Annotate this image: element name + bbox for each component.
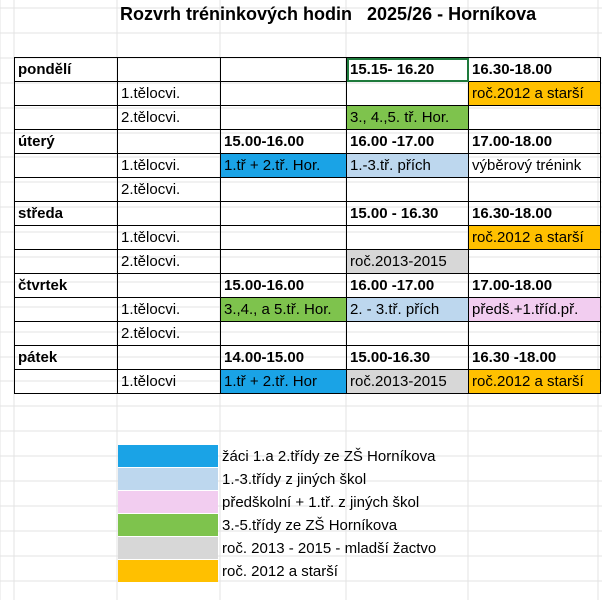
- table-cell[interactable]: roč.2013-2015: [347, 370, 469, 394]
- legend-label: roč. 2012 a starší: [222, 563, 338, 580]
- table-cell[interactable]: [221, 226, 347, 250]
- table-cell[interactable]: pátek: [15, 346, 118, 370]
- table-cell[interactable]: [221, 178, 347, 202]
- table-row: [15, 202, 601, 226]
- table-cell[interactable]: [469, 106, 601, 130]
- table-row: [15, 82, 601, 106]
- table-cell[interactable]: [469, 250, 601, 274]
- table-cell[interactable]: pondělí: [15, 58, 118, 82]
- table-cell[interactable]: 14.00-15.00: [221, 346, 347, 370]
- table-cell[interactable]: 15.00-16.30: [347, 346, 469, 370]
- table-cell[interactable]: [15, 178, 118, 202]
- table-cell[interactable]: roč.2012 a starší: [469, 226, 601, 250]
- table-cell[interactable]: 1.-3.tř. přích: [347, 154, 469, 178]
- table-cell[interactable]: [15, 250, 118, 274]
- table-row: [15, 178, 601, 202]
- legend-label: 1.-3.třídy z jiných škol: [222, 471, 367, 488]
- legend-label: žáci 1.a 2.třídy ze ZŠ Horníkova: [222, 448, 436, 465]
- table-cell[interactable]: [15, 298, 118, 322]
- table-cell[interactable]: roč.2012 a starší: [469, 82, 601, 106]
- legend-swatch: [118, 491, 218, 514]
- table-cell[interactable]: 2.tělocvi.: [118, 322, 221, 346]
- table-cell[interactable]: [118, 346, 221, 370]
- table-cell[interactable]: 15.00-16.00: [221, 274, 347, 298]
- table-cell[interactable]: roč.2013-2015: [347, 250, 469, 274]
- legend-label: roč. 2013 - 2015 - mladší žactvo: [222, 540, 437, 557]
- table-row: [15, 250, 601, 274]
- table-row: [15, 370, 601, 394]
- table-cell[interactable]: [347, 82, 469, 106]
- legend-item: [118, 537, 436, 560]
- table-cell[interactable]: čtvrtek: [15, 274, 118, 298]
- table-cell[interactable]: [469, 322, 601, 346]
- table-cell[interactable]: [118, 130, 221, 154]
- table-cell[interactable]: [221, 82, 347, 106]
- color-legend: [118, 445, 436, 583]
- table-cell[interactable]: 15.00 - 16.30: [347, 202, 469, 226]
- legend-label: 3.-5.třídy ze ZŠ Horníkova: [222, 517, 398, 534]
- table-cell[interactable]: [15, 154, 118, 178]
- table-cell[interactable]: [221, 202, 347, 226]
- table-cell[interactable]: 16.00 -17.00: [347, 274, 469, 298]
- table-cell[interactable]: 1.tř + 2.tř. Hor.: [221, 154, 347, 178]
- table-cell[interactable]: [469, 178, 601, 202]
- table-cell[interactable]: [221, 58, 347, 82]
- table-cell[interactable]: [347, 322, 469, 346]
- table-row: [15, 322, 601, 346]
- table-cell[interactable]: 16.00 -17.00: [347, 130, 469, 154]
- legend-swatch: [118, 445, 218, 468]
- table-cell[interactable]: 1.tř + 2.tř. Hor: [221, 370, 347, 394]
- table-row: [15, 226, 601, 250]
- table-cell[interactable]: 16.30 -18.00: [469, 346, 601, 370]
- table-cell[interactable]: [221, 250, 347, 274]
- table-cell[interactable]: [15, 226, 118, 250]
- table-cell[interactable]: 3., 4.,5. tř. Hor.: [347, 106, 469, 130]
- table-row: [15, 274, 601, 298]
- table-row: [15, 58, 601, 82]
- table-cell[interactable]: středa: [15, 202, 118, 226]
- table-cell[interactable]: 15.15- 16.20: [347, 58, 469, 82]
- legend-item: [118, 560, 436, 583]
- table-cell[interactable]: 2.tělocvi.: [118, 106, 221, 130]
- table-cell[interactable]: 17.00-18.00: [469, 274, 601, 298]
- table-cell[interactable]: roč.2012 a starší: [469, 370, 601, 394]
- table-cell[interactable]: 1.tělocvi: [118, 370, 221, 394]
- legend-item: [118, 491, 436, 514]
- legend-label: předškolní + 1.tř. z jiných škol: [222, 494, 420, 511]
- table-cell[interactable]: [118, 274, 221, 298]
- table-cell[interactable]: [221, 106, 347, 130]
- table-cell[interactable]: 16.30-18.00: [469, 202, 601, 226]
- table-cell[interactable]: výběrový trénink: [469, 154, 601, 178]
- table-cell[interactable]: [15, 322, 118, 346]
- table-row: [15, 106, 601, 130]
- table-cell[interactable]: [118, 58, 221, 82]
- page-title: Rozvrh tréninkových hodin 2025/26 - Horníkova: [120, 4, 537, 24]
- table-cell[interactable]: 17.00-18.00: [469, 130, 601, 154]
- legend-swatch: [118, 560, 218, 583]
- table-cell[interactable]: úterý: [15, 130, 118, 154]
- table-cell[interactable]: [118, 202, 221, 226]
- table-cell[interactable]: 2.tělocvi.: [118, 178, 221, 202]
- table-cell[interactable]: 15.00-16.00: [221, 130, 347, 154]
- legend-swatch: [118, 537, 218, 560]
- table-cell[interactable]: 1.tělocvi.: [118, 226, 221, 250]
- legend-item: [118, 445, 436, 468]
- table-cell[interactable]: 2. - 3.tř. přích: [347, 298, 469, 322]
- table-row: [15, 130, 601, 154]
- table-row: [15, 346, 601, 370]
- table-cell[interactable]: 3.,4., a 5.tř. Hor.: [221, 298, 347, 322]
- legend-swatch: [118, 468, 218, 491]
- table-cell[interactable]: [15, 106, 118, 130]
- table-cell[interactable]: [347, 178, 469, 202]
- table-row: [15, 298, 601, 322]
- table-cell[interactable]: 1.tělocvi.: [118, 82, 221, 106]
- legend-item: [118, 514, 436, 537]
- table-cell[interactable]: 1.tělocvi.: [118, 298, 221, 322]
- table-cell[interactable]: [347, 226, 469, 250]
- table-cell[interactable]: 2.tělocvi.: [118, 250, 221, 274]
- legend-swatch: [118, 514, 218, 537]
- legend-item: [118, 468, 436, 491]
- table-cell[interactable]: [15, 82, 118, 106]
- schedule-table: [14, 57, 601, 394]
- table-row: [15, 154, 601, 178]
- table-cell[interactable]: 1.tělocvi.: [118, 154, 221, 178]
- table-cell[interactable]: [15, 370, 118, 394]
- table-cell[interactable]: předš.+1.tříd.př.: [469, 298, 601, 322]
- table-cell[interactable]: [221, 322, 347, 346]
- table-cell[interactable]: 16.30-18.00: [469, 58, 601, 82]
